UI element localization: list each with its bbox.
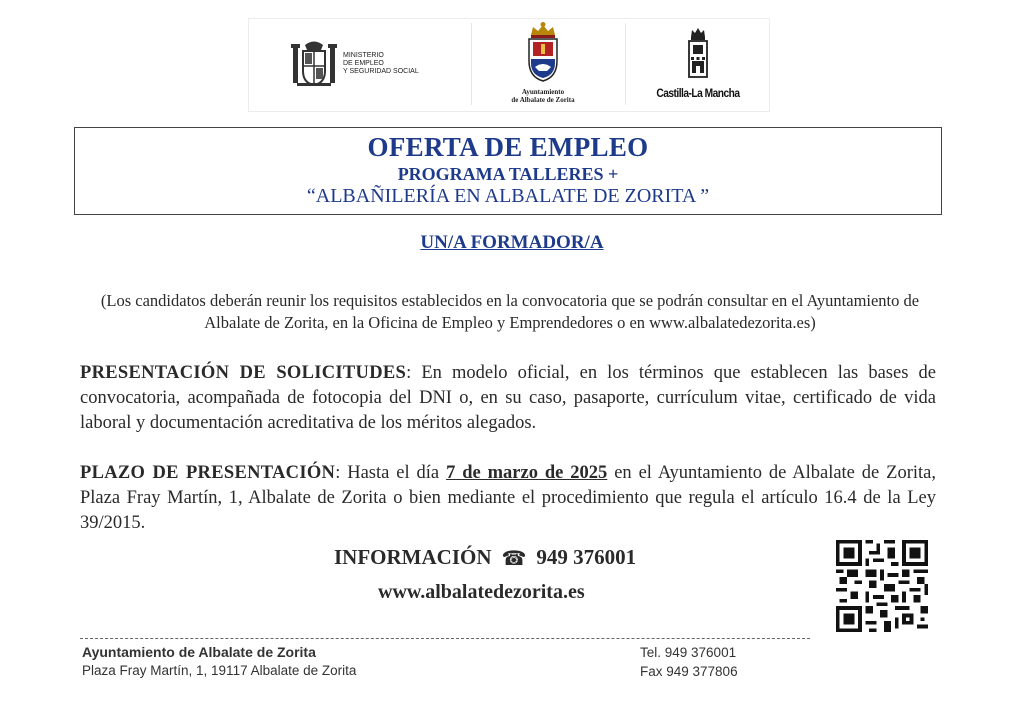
logo-divider bbox=[471, 23, 472, 105]
applications-label: PRESENTACIÓN DE SOLICITUDES bbox=[80, 363, 407, 383]
ministry-line: Y SEGURIDAD SOCIAL bbox=[343, 68, 419, 75]
ministry-name bbox=[343, 52, 419, 76]
applications-text: : En modelo oficial, en los términos que establecen las bases de convocatoria, acompañada de fotocopia del DNI o, en su caso, pasaporte, currículum vitae, certificado de vida laboral y documentación acreditativa de los méritos alegados. bbox=[80, 363, 936, 433]
ministry-line: DE EMPLEO bbox=[343, 60, 384, 67]
deadline-paragraph bbox=[80, 461, 936, 536]
information-line bbox=[334, 545, 636, 570]
qr-code-icon[interactable] bbox=[836, 540, 928, 632]
position-heading bbox=[0, 232, 1024, 254]
footer-divider bbox=[80, 638, 810, 639]
job-offer-header bbox=[74, 127, 942, 215]
castle-crown-emblem-icon bbox=[683, 27, 713, 79]
ayuntamiento-logo bbox=[493, 21, 593, 104]
information-label: INFORMACIÓN bbox=[334, 545, 492, 569]
ministry-line: MINISTERIO bbox=[343, 52, 384, 59]
region-name: Castilla-La Mancha bbox=[656, 86, 740, 100]
workshop-name: “ALBAÑILERÍA EN ALBALATE DE ZORITA ” bbox=[306, 185, 710, 207]
footer-tel: Tel. 949 376001 bbox=[640, 645, 737, 660]
website-link[interactable]: www.albalatedezorita.es bbox=[378, 581, 585, 603]
telephone-icon: ☎ bbox=[501, 545, 527, 570]
footer-name: Ayuntamiento de Albalate de Zorita bbox=[82, 644, 316, 660]
ayuntamiento-line: de Albalate de Zorita bbox=[511, 96, 575, 104]
footer-contact bbox=[82, 643, 356, 681]
logo-strip bbox=[248, 18, 770, 112]
program-name: PROGRAMA TALLERES + bbox=[397, 164, 619, 184]
applications-paragraph bbox=[80, 361, 936, 436]
information-phone: 949 376001 bbox=[536, 545, 637, 569]
ayuntamiento-line: Ayuntamiento bbox=[521, 88, 565, 96]
deadline-text-after: en el Ayuntamiento de Albalate de Zorita, Plaza Fray Martín, 1, Albalate de Zorita o bien mediante el procedimiento que regula el artículo 16.4 de la Ley 39/2015. bbox=[80, 463, 937, 533]
castilla-la-mancha-logo bbox=[643, 27, 753, 102]
ministry-logo bbox=[291, 39, 419, 89]
ayuntamiento-name bbox=[493, 88, 593, 104]
footer-address: Plaza Fray Martín, 1, 19117 Albalate de Zorita bbox=[82, 663, 357, 678]
footer-phones bbox=[640, 643, 738, 681]
page-title: OFERTA DE EMPLEO bbox=[367, 132, 649, 162]
deadline-label: PLAZO DE PRESENTACIÓN bbox=[80, 463, 336, 483]
requirements-note: (Los candidatos deberán reunir los requisitos establecidos en la convocatoria que se podrán consultar en el Ayuntamiento de Albalate de Zorita, en la Oficina de Empleo y Emprendedores o en www.albalatedezorita.es) bbox=[100, 291, 920, 332]
coat-of-arms-spain-icon bbox=[291, 39, 337, 89]
position-title: UN/A FORMADOR/A bbox=[420, 232, 604, 253]
deadline-text-before: : Hasta el día bbox=[335, 463, 447, 483]
deadline-date: 7 de marzo de 2025 bbox=[446, 463, 608, 483]
footer-fax: Fax 949 377806 bbox=[640, 664, 738, 679]
coat-of-arms-albalate-icon bbox=[523, 21, 563, 83]
logo-divider bbox=[625, 23, 626, 105]
